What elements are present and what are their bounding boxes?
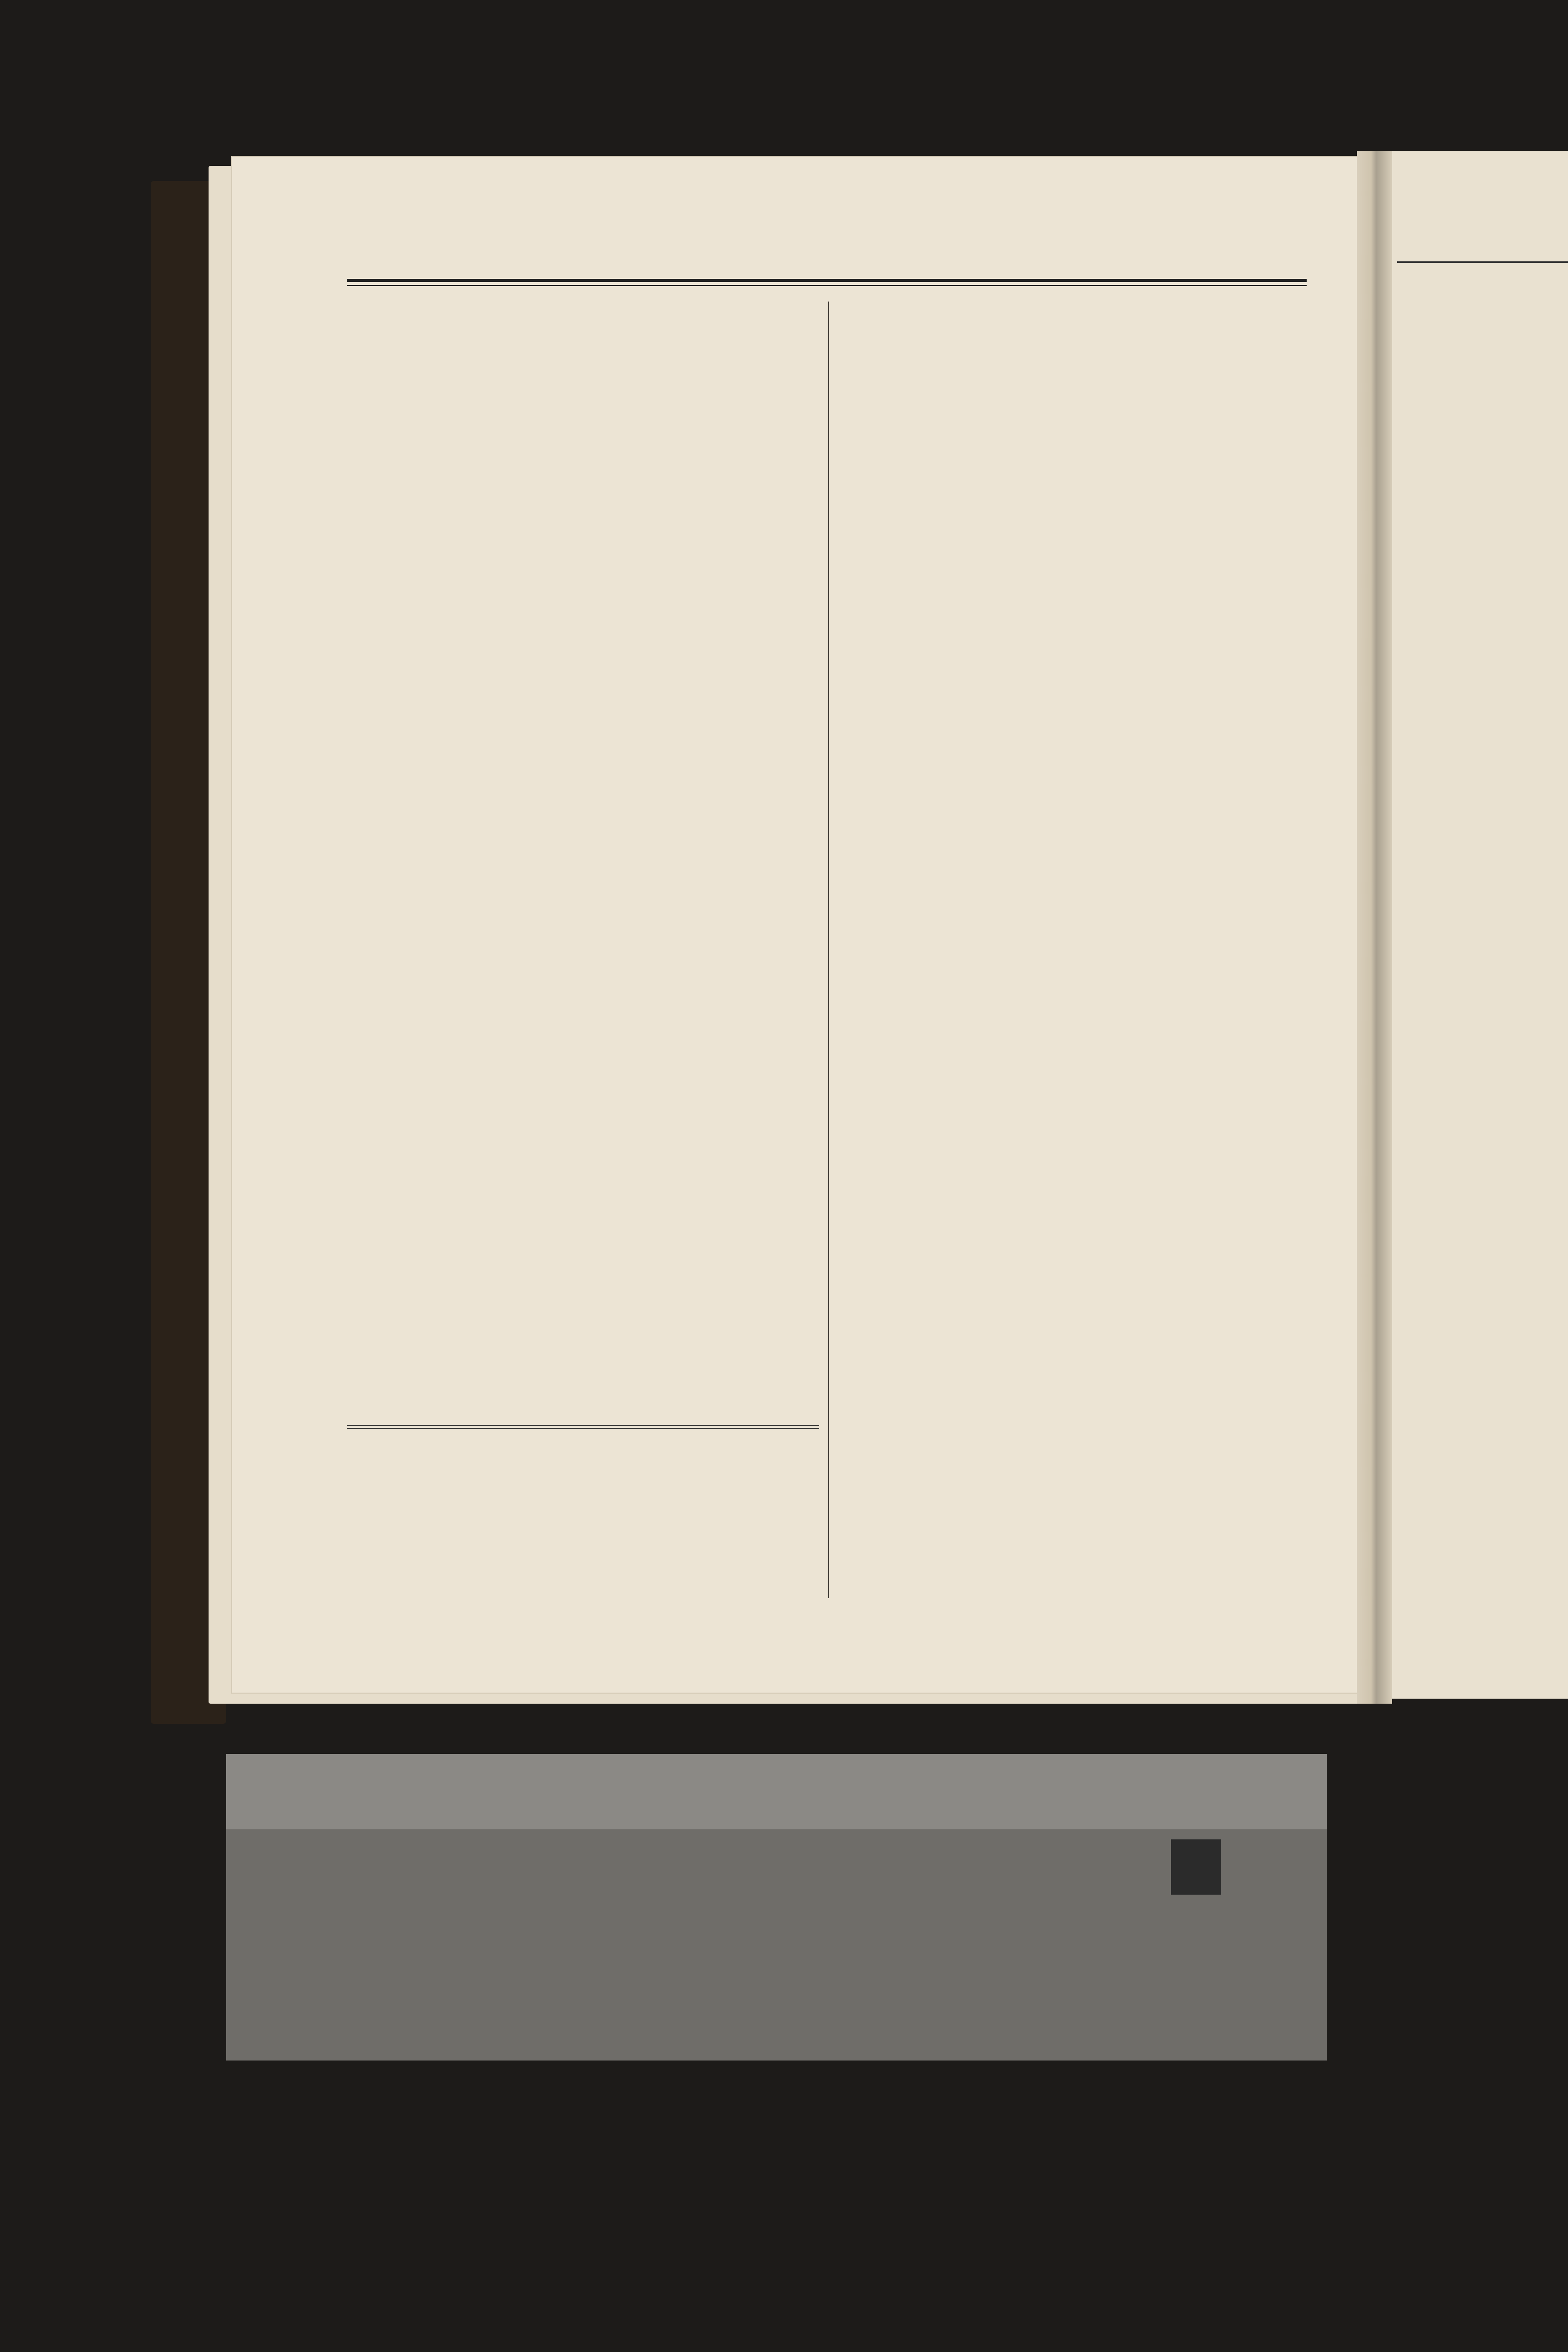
colour-chart-title (508, 1829, 809, 1865)
right-page-header-rule (1397, 261, 1568, 263)
section-rule (347, 1425, 819, 1429)
swatch-labels (226, 1873, 1327, 1898)
header-rule (347, 279, 1307, 282)
colour-chart (226, 1754, 1327, 2061)
ruler (226, 1754, 1327, 1829)
column-divider (828, 302, 829, 1598)
book-gutter (1357, 151, 1392, 1704)
header-rule-thin (347, 285, 1307, 286)
right-page (1377, 151, 1568, 1699)
left-page (231, 156, 1387, 1694)
swatches-bottom-row (226, 1990, 1327, 2061)
swatches-top-row (226, 1900, 1327, 1990)
